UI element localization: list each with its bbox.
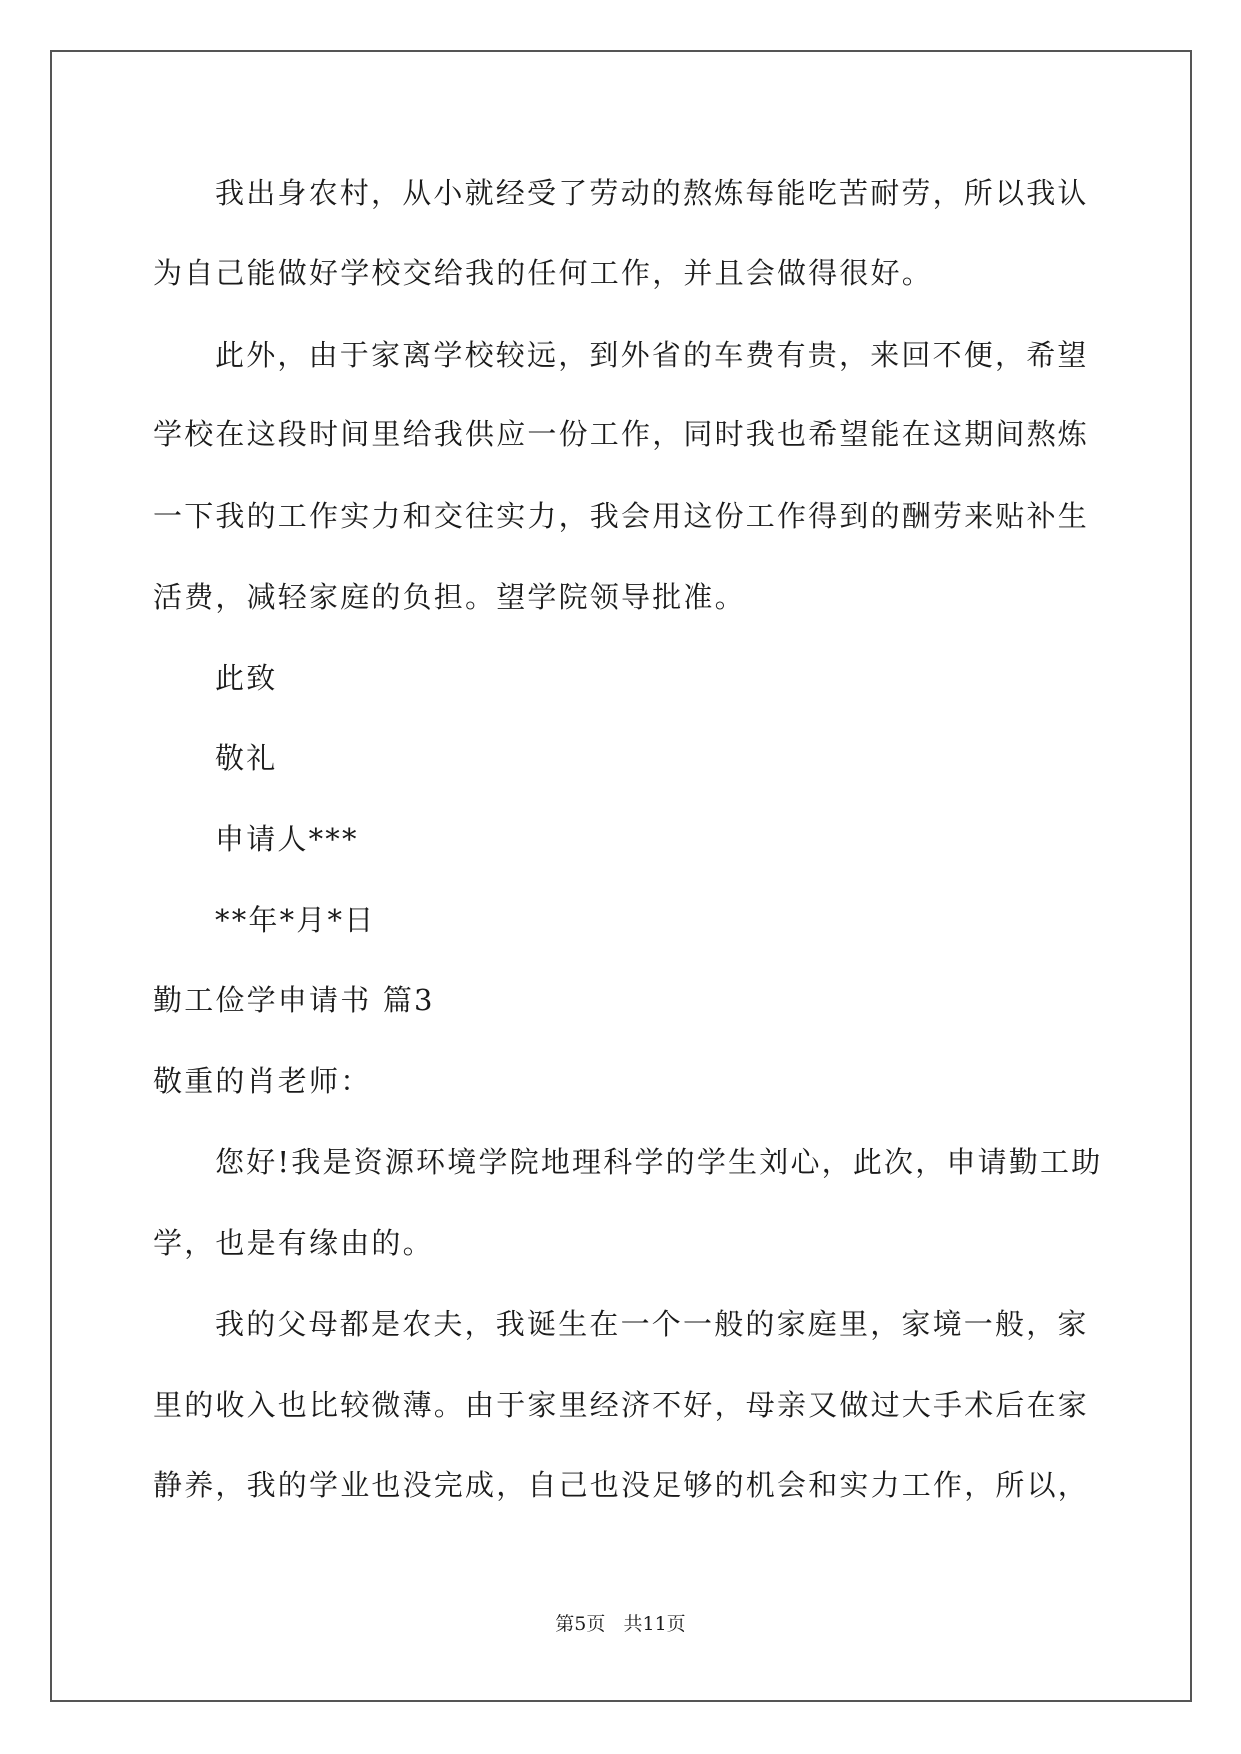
section-heading: 勤工俭学申请书 篇3 (153, 983, 435, 1017)
page-number-footer: 第5页 共11页 (555, 1613, 686, 1635)
paragraph-line: 学，也是有缘由的。 (153, 1226, 434, 1260)
paragraph-line: 一下我的工作实力和交往实力，我会用这份工作得到的酬劳来贴补生 (153, 499, 1090, 533)
closing-salutation: 此致 (215, 661, 278, 695)
date-line: **年*月*日 (215, 903, 376, 937)
paragraph-line: 此外，由于家离学校较远，到外省的车费有贵，来回不便，希望 (215, 338, 1089, 372)
closing-regards: 敬礼 (215, 741, 278, 775)
applicant-signature: 申请人*** (215, 822, 359, 856)
page-border (50, 50, 1192, 1702)
paragraph-line: 我的父母都是农夫，我诞生在一个一般的家庭里，家境一般，家 (215, 1307, 1089, 1341)
paragraph-line: 静养，我的学业也没完成，自己也没足够的机会和实力工作，所以， (153, 1468, 1090, 1502)
paragraph-line: 我出身农村，从小就经受了劳动的熬炼每能吃苦耐劳，所以我认 (215, 176, 1089, 210)
greeting-line: 敬重的肖老师： (153, 1064, 372, 1098)
paragraph-line: 活费，减轻家庭的负担。望学院领导批准。 (153, 580, 746, 614)
paragraph-line: 学校在这段时间里给我供应一份工作，同时我也希望能在这期间熬炼 (153, 417, 1090, 451)
paragraph-line: 您好!我是资源环境学院地理科学的学生刘心，此次，申请勤工助 (215, 1145, 1103, 1179)
paragraph-line: 里的收入也比较微薄。由于家里经济不好，母亲又做过大手术后在家 (153, 1388, 1090, 1422)
paragraph-line: 为自己能做好学校交给我的任何工作，并且会做得很好。 (153, 256, 934, 290)
